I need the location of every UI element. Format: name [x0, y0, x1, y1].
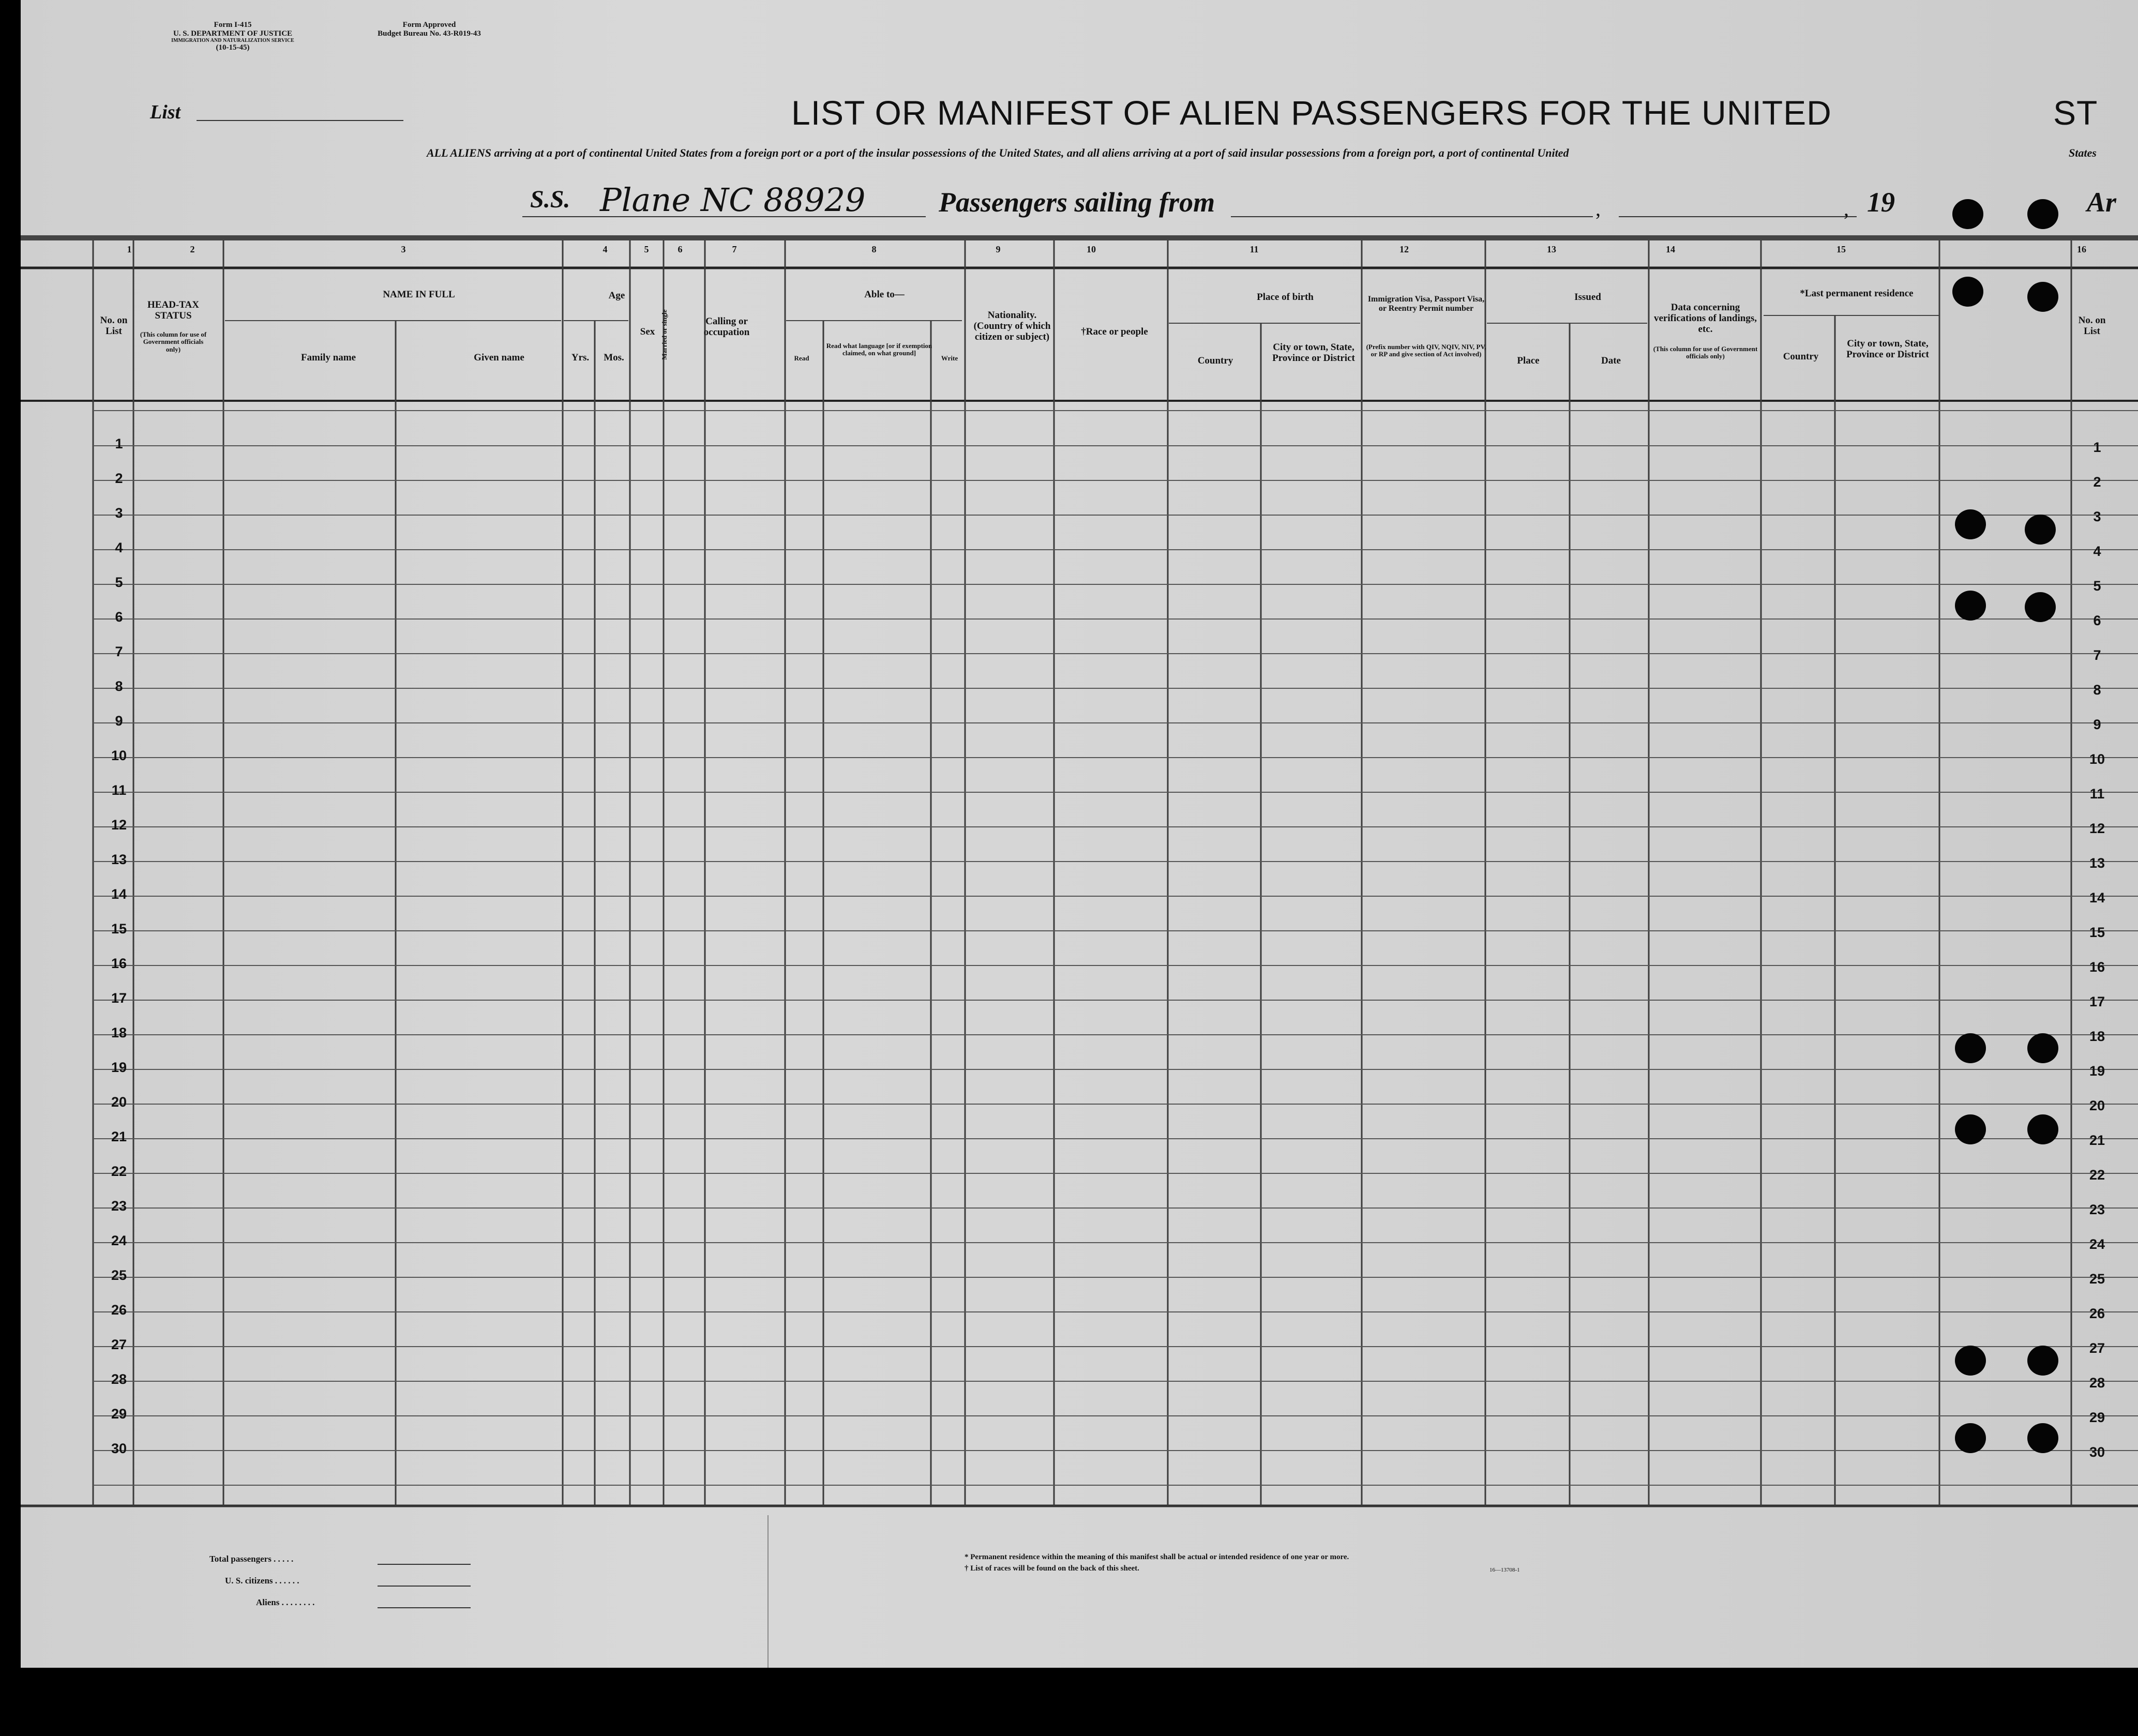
row-number: 11 [111, 782, 127, 798]
header-family-name: Family name [300, 352, 356, 363]
colnum-3: 3 [401, 244, 406, 254]
row-number-right: 22 [2089, 1167, 2105, 1183]
punch-hole [2027, 1423, 2058, 1453]
row-number: 6 [115, 609, 123, 625]
punch-hole [2025, 515, 2056, 545]
punch-hole [1952, 199, 1983, 229]
row-number-right: 8 [2093, 682, 2101, 698]
row-number-right: 13 [2089, 855, 2105, 871]
row-number: 12 [111, 817, 127, 833]
header-birth-country: Country [1197, 355, 1233, 366]
header-place-of-birth: Place of birth [1257, 292, 1314, 303]
us-citizens-label: U. S. citizens . . . . . . [225, 1576, 299, 1586]
comma-1: , [1595, 197, 1601, 220]
sailing-from-label: Passengers sailing from [939, 187, 1215, 218]
arriving-cut: Ar [2087, 187, 2117, 218]
budget-bureau: Budget Bureau No. 43-R019-43 [378, 29, 481, 38]
comma-2: , [1844, 197, 1849, 220]
punch-hole [2025, 592, 2056, 622]
row-number: 19 [111, 1060, 127, 1075]
punch-hole [1955, 1033, 1986, 1063]
row-number-right: 30 [2089, 1444, 2105, 1460]
form-number: Form I-415 [214, 21, 252, 29]
manifest-sheet [21, 0, 2138, 1668]
punch-hole [2027, 282, 2058, 312]
colnum-15: 15 [1836, 244, 1846, 254]
header-yrs: Yrs. [571, 352, 590, 363]
row-number-right: 29 [2089, 1410, 2105, 1425]
row-number: 23 [111, 1198, 127, 1214]
row-number-right: 12 [2089, 821, 2105, 836]
aliens-blank [378, 1607, 471, 1608]
manifest-title-cut: ST [2053, 94, 2098, 132]
header-married: Married or single [660, 309, 668, 360]
row-number-right: 27 [2089, 1340, 2105, 1356]
colnum-14: 14 [1666, 244, 1675, 254]
row-number-right: 19 [2089, 1063, 2105, 1079]
row-number: 29 [111, 1406, 127, 1422]
manifest-title: LIST OR MANIFEST OF ALIEN PASSENGERS FOR THE UNITED [791, 94, 1832, 132]
row-number: 4 [115, 540, 123, 555]
header-mos: Mos. [604, 352, 624, 363]
header-last-residence: *Last permanent residence [1800, 288, 1914, 299]
header-no-on-list: No. on List [100, 315, 128, 337]
header-residence-country: Country [1783, 351, 1819, 362]
total-passengers-label: Total passengers . . . . . [209, 1554, 294, 1564]
colnum-5: 5 [644, 244, 649, 254]
form-approved: Form Approved [402, 21, 456, 29]
vessel-name-handwritten: Plane NC 88929 [600, 181, 866, 219]
colnum-16: 16 [2077, 244, 2086, 254]
row-number: 9 [115, 713, 123, 729]
row-number: 8 [115, 678, 123, 694]
print-code: 16—13708-1 [1489, 1567, 1520, 1573]
row-number: 27 [111, 1337, 127, 1352]
punch-hole [2027, 1033, 2058, 1063]
row-number-right: 16 [2089, 959, 2105, 975]
footnote-races: † List of races will be found on the back of this sheet. [965, 1564, 1139, 1573]
row-number-right: 2 [2093, 474, 2101, 490]
row-number: 30 [111, 1441, 127, 1456]
row-number: 10 [111, 748, 127, 763]
row-number: 28 [111, 1371, 127, 1387]
row-number-right: 26 [2089, 1306, 2105, 1321]
header-read: Read [794, 354, 809, 362]
header-residence-city: City or town, State, Province or District [1846, 338, 1929, 360]
row-number-right: 20 [2089, 1098, 2105, 1113]
header-head-tax-note: (This column for use of Government officials only) [140, 330, 207, 353]
row-number-right: 9 [2093, 717, 2101, 732]
row-number: 5 [115, 575, 123, 590]
footnote-permanent-residence: * Permanent residence within the meaning of this manifest shall be actual or intended residence of one year or more. [965, 1553, 1349, 1561]
punch-hole [1955, 591, 1986, 621]
row-number-right: 6 [2093, 613, 2101, 628]
header-visa: Immigration Visa, Passport Visa, or Reentry Permit number [1367, 295, 1485, 313]
header-age: Age [608, 290, 625, 301]
header-issued-date: Date [1601, 355, 1621, 366]
punch-hole [1952, 277, 1983, 307]
us-citizens-blank [378, 1586, 471, 1587]
colnum-13: 13 [1547, 244, 1556, 254]
row-number-right: 23 [2089, 1202, 2105, 1217]
header-data-note: (This column for use of Government officials only) [1653, 345, 1758, 360]
row-number-right: 5 [2093, 578, 2101, 594]
header-issued-place: Place [1517, 355, 1540, 366]
subtitle-cut: States [2069, 146, 2097, 159]
row-number: 15 [111, 921, 127, 937]
header-race: †Race or people [1081, 326, 1148, 337]
row-number-right: 4 [2093, 544, 2101, 559]
row-number: 20 [111, 1094, 127, 1110]
punch-hole [1955, 509, 1986, 539]
header-name-in-full: NAME IN FULL [383, 289, 455, 300]
row-number: 14 [111, 886, 127, 902]
row-number: 7 [115, 644, 123, 659]
colnum-1: 1 [127, 244, 132, 254]
row-number: 22 [111, 1164, 127, 1179]
colnum-8: 8 [871, 244, 877, 254]
top-rule [21, 235, 2138, 240]
row-number: 3 [115, 505, 123, 521]
colnum-7: 7 [732, 244, 737, 254]
header-visa-note: (Prefix number with QIV, NQIV, NIV, PV, or RP and give section of Act involved) [1366, 343, 1486, 358]
row-number: 21 [111, 1129, 127, 1144]
row-number-right: 11 [2089, 786, 2105, 802]
manifest-subtitle: ALL ALIENS arriving at a port of continental United States from a foreign port or a port of the insular possessions of the United States, and all aliens arriving at a port of said insular possessions from a foreign port, a port of continental United [427, 146, 1569, 159]
total-passengers-blank [378, 1564, 471, 1565]
row-number: 26 [111, 1302, 127, 1318]
header-head-tax: HEAD-TAX STATUS [147, 299, 199, 321]
row-number-right: 15 [2089, 925, 2105, 940]
row-number-right: 28 [2089, 1375, 2105, 1391]
row-number: 17 [111, 990, 127, 1006]
row-number-right: 17 [2089, 994, 2105, 1009]
punch-hole [2027, 199, 2058, 229]
row-number: 25 [111, 1267, 127, 1283]
row-number-right: 24 [2089, 1236, 2105, 1252]
colnum-2: 2 [190, 244, 195, 254]
header-issued: Issued [1574, 292, 1601, 303]
aliens-label: Aliens . . . . . . . . [256, 1597, 315, 1607]
row-number-right: 1 [2093, 440, 2101, 455]
header-given-name: Given name [474, 352, 524, 363]
header-birth-city: City or town, State, Province or District [1272, 342, 1355, 364]
punch-hole [1955, 1423, 1986, 1453]
header-nationality: Nationality. (Country of which citizen or subject) [973, 310, 1051, 342]
row-number-right: 14 [2089, 890, 2105, 905]
row-number-right: 7 [2093, 647, 2101, 663]
punch-hole [1955, 1114, 1986, 1144]
row-number-right: 10 [2089, 751, 2105, 767]
form-date: (10-15-45) [216, 43, 250, 52]
header-read-language: Read what language [or if exemption claimed, on what ground] [826, 342, 932, 357]
colnum-9: 9 [996, 244, 1001, 254]
row-number: 16 [111, 956, 127, 971]
row-number-right: 18 [2089, 1029, 2105, 1044]
colnum-12: 12 [1399, 244, 1409, 254]
header-calling: Calling or occupation [703, 316, 750, 338]
row-lines [93, 411, 2138, 1485]
row-number-right: 3 [2093, 509, 2101, 524]
colnum-6: 6 [677, 244, 683, 254]
header-data-concerning: Data concerning verifications of landings, etc. [1654, 302, 1757, 335]
list-label: List [150, 101, 181, 123]
colnum-11: 11 [1249, 244, 1259, 254]
row-number: 24 [111, 1233, 127, 1248]
row-number: 2 [115, 471, 123, 486]
row-number: 13 [111, 852, 127, 867]
punch-hole [1955, 1346, 1986, 1376]
punch-hole [2027, 1346, 2058, 1376]
vessel-prefix: S.S. [530, 186, 570, 213]
row-number-right: 25 [2089, 1271, 2105, 1287]
row-number-right: 21 [2089, 1133, 2105, 1148]
punch-hole [2027, 1114, 2058, 1144]
service-name: IMMIGRATION AND NATURALIZATION SERVICE [171, 38, 294, 43]
department-name: U. S. DEPARTMENT OF JUSTICE [173, 29, 293, 38]
header-no-on-list-right: No. on List [2078, 315, 2106, 337]
row-number: 18 [111, 1025, 127, 1040]
colnum-10: 10 [1087, 244, 1096, 254]
column-lines [93, 240, 2071, 1506]
header-able-to: Able to— [864, 289, 905, 300]
year-prefix: 19 [1867, 187, 1895, 218]
header-write: Write [941, 354, 958, 362]
row-number: 1 [115, 436, 123, 451]
colnum-4: 4 [603, 244, 608, 254]
header-sex: Sex [640, 326, 655, 337]
